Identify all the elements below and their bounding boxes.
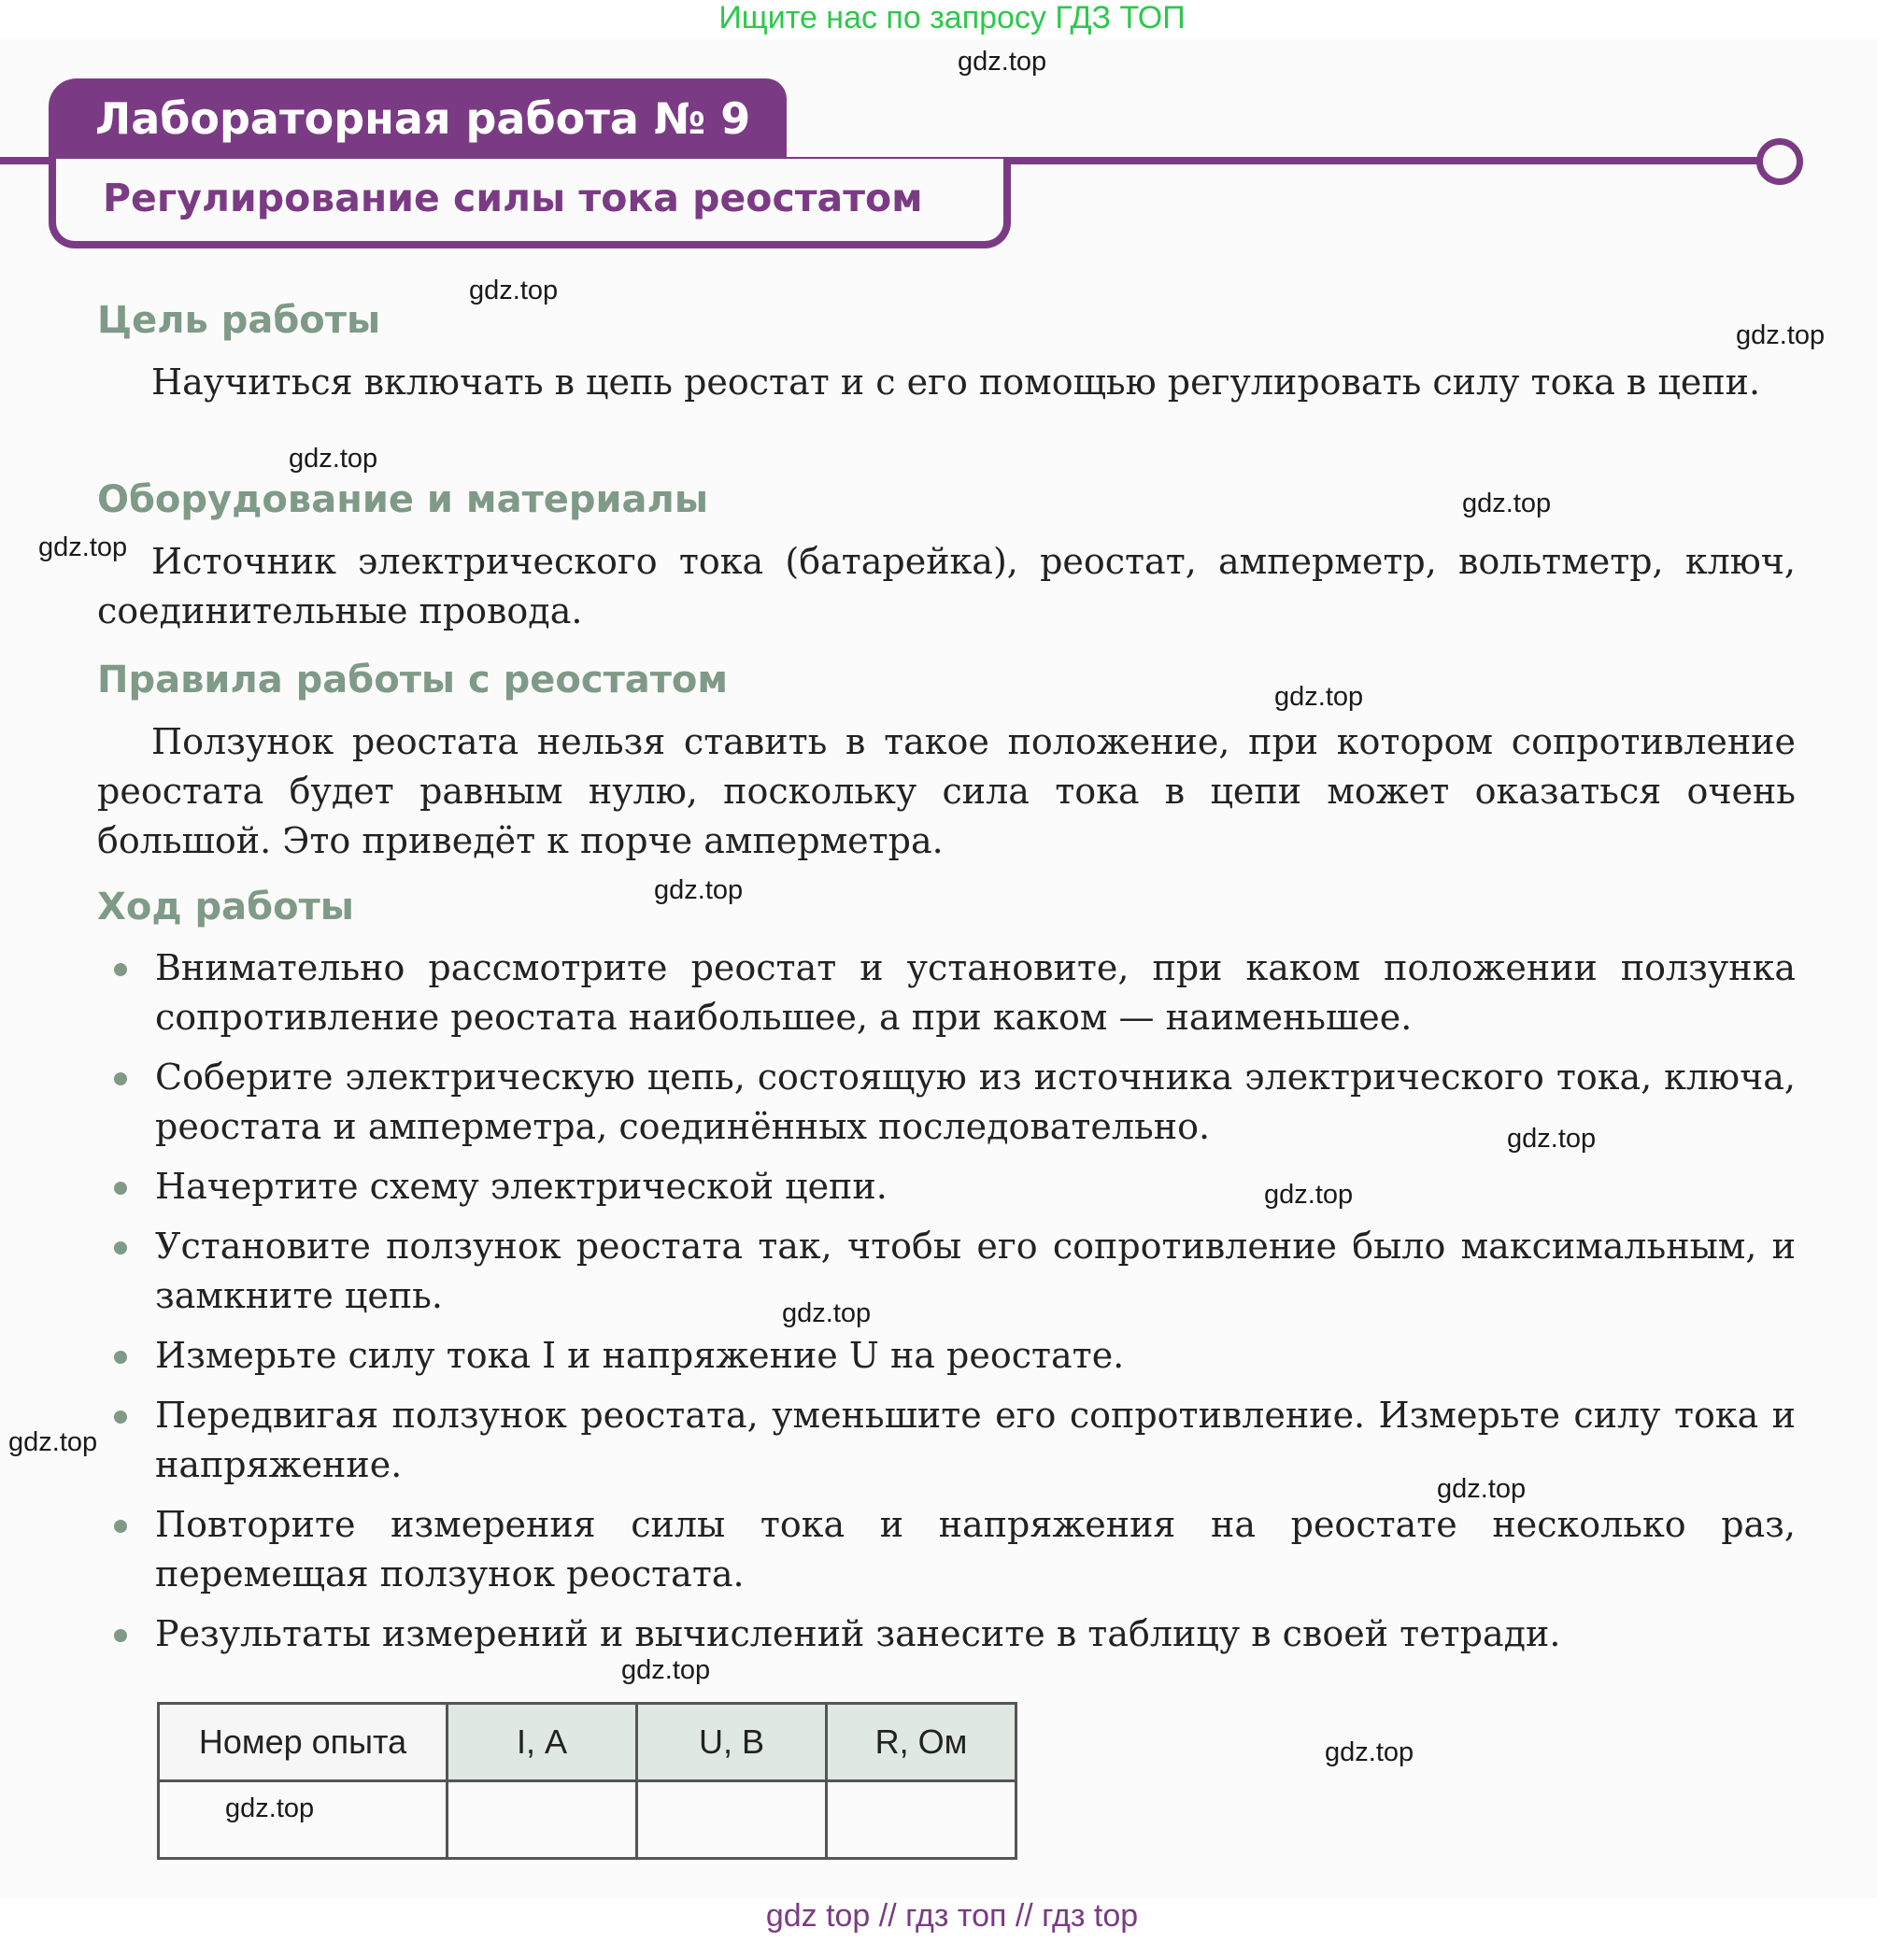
header-voltage: U, В bbox=[637, 1704, 827, 1781]
list-item: Внимательно рассмотрите реостат и установите, при каком положении ползунка сопротивление реостата наибольшее, а при каком — наименьшее. bbox=[97, 943, 1796, 1042]
watermark: gdz.top bbox=[38, 532, 128, 562]
list-item: Соберите электрическую цепь, состоящую из источника электрического тока, ключа, реостата и амперметра, соединённых последовательно. bbox=[97, 1053, 1796, 1152]
watermark: gdz.top bbox=[1507, 1124, 1597, 1154]
list-item: Начертите схему электрической цепи. bbox=[97, 1162, 1796, 1212]
lab-title: Лабораторная работа № 9 bbox=[95, 93, 751, 144]
watermark: gdz.top bbox=[225, 1793, 315, 1823]
equipment-text: Источник электрического тока (батарейка), реостат, амперметр, вольтметр, ключ, соединительные провода. bbox=[97, 541, 1796, 631]
bullet-icon bbox=[114, 1520, 127, 1533]
list-item: Передвигая ползунок реостата, уменьшите его сопротивление. Измерьте силу тока и напряжение. bbox=[97, 1391, 1796, 1490]
header-resistance: R, Ом bbox=[827, 1704, 1016, 1781]
lab-subtitle: Регулирование силы тока реостатом bbox=[103, 176, 923, 220]
top-banner: Ищите нас по запросу ГДЗ ТОП bbox=[718, 0, 1186, 35]
bullet-icon bbox=[114, 963, 127, 976]
watermark: gdz.top bbox=[1437, 1474, 1527, 1504]
equipment-heading: Оборудование и материалы bbox=[97, 478, 709, 521]
bullet-icon bbox=[114, 1182, 127, 1195]
list-item: Повторите измерения силы тока и напряжения на реостате несколько раз, перемещая ползунок реостата. bbox=[97, 1500, 1796, 1599]
watermark: gdz.top bbox=[1264, 1180, 1354, 1210]
goal-heading: Цель работы bbox=[97, 299, 381, 342]
list-item: Установите ползунок реостата так, чтобы его сопротивление было максимальным, и замкните цепь. bbox=[97, 1222, 1796, 1321]
watermark: gdz.top bbox=[1274, 682, 1364, 712]
results-table bbox=[157, 1702, 1017, 1860]
title-rule-end-circle bbox=[1756, 138, 1803, 185]
footer-links: gdz top // гдз топ // гдз top bbox=[765, 1898, 1139, 1934]
header-current: I, А bbox=[448, 1704, 637, 1781]
rules-text: Ползунок реостата нельзя ставить в такое положение, при котором сопротивление реостата будет равным нулю, поскольку сила тока в цепи может оказаться очень большой. Это приведёт к порче амперметра. bbox=[97, 721, 1796, 861]
watermark: gdz.top bbox=[1462, 489, 1552, 518]
table-cell bbox=[827, 1781, 1016, 1859]
table-cell bbox=[637, 1781, 827, 1859]
list-item: Измерьте силу тока I и напряжение U на реостате. bbox=[97, 1331, 1796, 1381]
watermark: gdz.top bbox=[469, 276, 559, 305]
rules-heading: Правила работы с реостатом bbox=[97, 659, 729, 702]
bullet-icon bbox=[114, 1241, 127, 1255]
lab-subtitle-box bbox=[49, 159, 1011, 248]
watermark: gdz.top bbox=[958, 47, 1047, 77]
bullet-icon bbox=[114, 1072, 127, 1085]
bullet-icon bbox=[114, 1351, 127, 1364]
watermark: gdz.top bbox=[782, 1298, 872, 1328]
bullet-icon bbox=[114, 1629, 127, 1642]
watermark: gdz.top bbox=[1736, 320, 1826, 350]
watermark: gdz.top bbox=[8, 1427, 98, 1457]
table-cell bbox=[448, 1781, 637, 1859]
procedure-steps bbox=[97, 943, 1796, 1669]
table-header-row bbox=[159, 1704, 1016, 1781]
goal-text: Научиться включать в цепь реостат и с его помощью регулировать силу тока в цепи. bbox=[151, 361, 1761, 403]
watermark: gdz.top bbox=[289, 444, 378, 474]
bullet-icon bbox=[114, 1410, 127, 1424]
watermark: gdz.top bbox=[1325, 1737, 1414, 1767]
procedure-heading: Ход работы bbox=[97, 886, 354, 928]
list-item: Результаты измерений и вычислений занесите в таблицу в своей тетради. bbox=[97, 1609, 1796, 1659]
header-experiment-number: Номер опыта bbox=[159, 1704, 448, 1781]
watermark: gdz.top bbox=[621, 1655, 711, 1685]
lab-title-tab bbox=[49, 78, 787, 161]
watermark: gdz.top bbox=[654, 875, 744, 905]
